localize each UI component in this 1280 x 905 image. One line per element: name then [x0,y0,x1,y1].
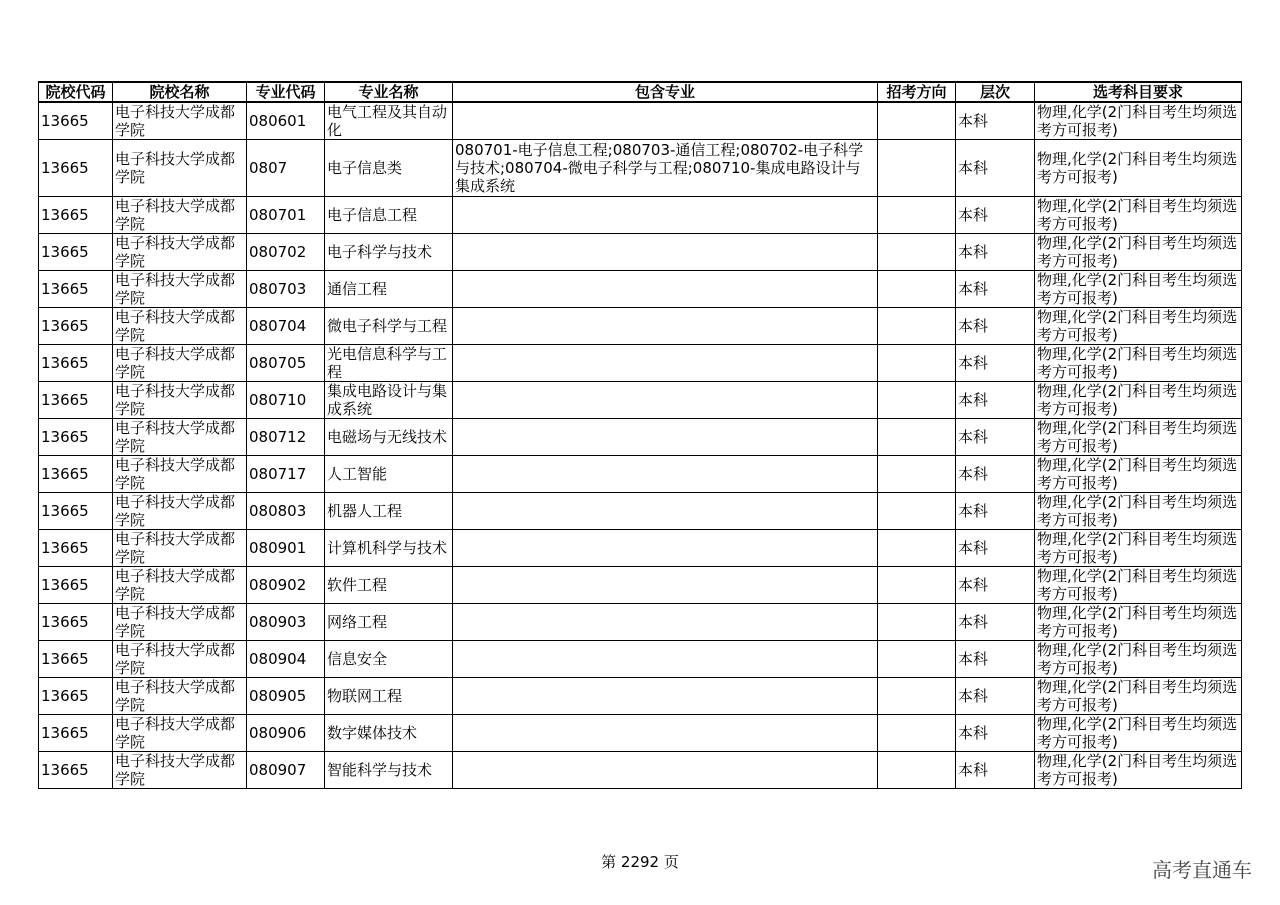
cell-level: 本科 [956,102,1035,140]
cell-major-code: 080902 [247,567,325,604]
cell-major-name: 电子信息工程 [325,197,453,234]
cell-direction [878,678,956,715]
cell-included-majors [453,382,878,419]
cell-school-code: 13665 [39,641,113,678]
cell-school-name: 电子科技大学成都学院 [113,345,247,382]
cell-level: 本科 [956,308,1035,345]
cell-major-code: 080906 [247,715,325,752]
cell-level: 本科 [956,715,1035,752]
cell-included-majors [453,493,878,530]
cell-included-majors: 080701-电子信息工程;080703-通信工程;080702-电子科学与技术;080704-微电子科学与工程;080710-集成电路设计与集成系统 [453,140,878,197]
header-direction: 招考方向 [878,82,956,102]
cell-school-name: 电子科技大学成都学院 [113,752,247,789]
cell-included-majors [453,752,878,789]
cell-school-code: 13665 [39,308,113,345]
cell-major-name: 通信工程 [325,271,453,308]
cell-major-code: 080710 [247,382,325,419]
cell-school-code: 13665 [39,234,113,271]
cell-school-code: 13665 [39,715,113,752]
cell-direction [878,419,956,456]
cell-school-code: 13665 [39,493,113,530]
cell-major-name: 数字媒体技术 [325,715,453,752]
table-row [39,140,1242,197]
cell-included-majors [453,678,878,715]
cell-direction [878,641,956,678]
cell-included-majors [453,197,878,234]
cell-major-name: 光电信息科学与工程 [325,345,453,382]
cell-major-code: 080712 [247,419,325,456]
cell-direction [878,382,956,419]
cell-level: 本科 [956,456,1035,493]
cell-requirement: 物理,化学(2门科目考生均须选考方可报考) [1035,271,1242,308]
watermark-logo: 高考直通车 [1152,858,1252,882]
cell-requirement: 物理,化学(2门科目考生均须选考方可报考) [1035,419,1242,456]
cell-school-code: 13665 [39,419,113,456]
cell-direction [878,140,956,197]
cell-major-name: 软件工程 [325,567,453,604]
cell-direction [878,493,956,530]
cell-school-code: 13665 [39,382,113,419]
cell-level: 本科 [956,678,1035,715]
cell-requirement: 物理,化学(2门科目考生均须选考方可报考) [1035,530,1242,567]
cell-major-name: 人工智能 [325,456,453,493]
cell-included-majors [453,345,878,382]
cell-requirement: 物理,化学(2门科目考生均须选考方可报考) [1035,752,1242,789]
cell-included-majors [453,456,878,493]
cell-major-code: 080705 [247,345,325,382]
cell-level: 本科 [956,234,1035,271]
table-row [39,271,1242,308]
cell-school-name: 电子科技大学成都学院 [113,604,247,641]
cell-requirement: 物理,化学(2门科目考生均须选考方可报考) [1035,140,1242,197]
cell-major-name: 计算机科学与技术 [325,530,453,567]
cell-direction [878,345,956,382]
table-row [39,530,1242,567]
cell-major-code: 080701 [247,197,325,234]
cell-major-code: 080717 [247,456,325,493]
cell-major-name: 物联网工程 [325,678,453,715]
cell-requirement: 物理,化学(2门科目考生均须选考方可报考) [1035,641,1242,678]
cell-school-name: 电子科技大学成都学院 [113,419,247,456]
cell-school-code: 13665 [39,567,113,604]
cell-level: 本科 [956,345,1035,382]
header-major-code: 专业代码 [247,82,325,102]
cell-level: 本科 [956,271,1035,308]
cell-school-name: 电子科技大学成都学院 [113,641,247,678]
cell-major-code: 080905 [247,678,325,715]
cell-school-code: 13665 [39,456,113,493]
page-number: 第 2292 页 [601,853,679,871]
cell-school-code: 13665 [39,752,113,789]
cell-included-majors [453,567,878,604]
cell-requirement: 物理,化学(2门科目考生均须选考方可报考) [1035,493,1242,530]
cell-school-name: 电子科技大学成都学院 [113,493,247,530]
cell-major-name: 微电子科学与工程 [325,308,453,345]
cell-included-majors [453,530,878,567]
cell-level: 本科 [956,493,1035,530]
cell-included-majors [453,604,878,641]
cell-requirement: 物理,化学(2门科目考生均须选考方可报考) [1035,678,1242,715]
cell-requirement: 物理,化学(2门科目考生均须选考方可报考) [1035,345,1242,382]
cell-school-name: 电子科技大学成都学院 [113,234,247,271]
cell-level: 本科 [956,752,1035,789]
table-row [39,604,1242,641]
cell-direction [878,604,956,641]
table-row [39,419,1242,456]
cell-major-code: 080901 [247,530,325,567]
cell-level: 本科 [956,419,1035,456]
cell-requirement: 物理,化学(2门科目考生均须选考方可报考) [1035,567,1242,604]
table-row [39,456,1242,493]
cell-direction [878,567,956,604]
cell-direction [878,456,956,493]
cell-major-name: 电子科学与技术 [325,234,453,271]
header-included-majors: 包含专业 [453,82,878,102]
cell-included-majors [453,102,878,140]
cell-requirement: 物理,化学(2门科目考生均须选考方可报考) [1035,308,1242,345]
cell-school-name: 电子科技大学成都学院 [113,678,247,715]
cell-direction [878,102,956,140]
cell-school-name: 电子科技大学成都学院 [113,456,247,493]
cell-school-name: 电子科技大学成都学院 [113,382,247,419]
cell-school-name: 电子科技大学成都学院 [113,102,247,140]
cell-major-code: 080907 [247,752,325,789]
cell-requirement: 物理,化学(2门科目考生均须选考方可报考) [1035,456,1242,493]
cell-school-code: 13665 [39,604,113,641]
header-school-code: 院校代码 [39,82,113,102]
cell-school-name: 电子科技大学成都学院 [113,140,247,197]
table-header-row [39,82,1242,102]
cell-direction [878,530,956,567]
cell-requirement: 物理,化学(2门科目考生均须选考方可报考) [1035,715,1242,752]
cell-school-code: 13665 [39,197,113,234]
cell-requirement: 物理,化学(2门科目考生均须选考方可报考) [1035,604,1242,641]
cell-level: 本科 [956,197,1035,234]
cell-major-name: 网络工程 [325,604,453,641]
cell-major-code: 080904 [247,641,325,678]
cell-level: 本科 [956,567,1035,604]
cell-requirement: 物理,化学(2门科目考生均须选考方可报考) [1035,102,1242,140]
cell-included-majors [453,641,878,678]
cell-major-code: 080704 [247,308,325,345]
cell-major-code: 080903 [247,604,325,641]
cell-level: 本科 [956,530,1035,567]
table-row [39,308,1242,345]
table-row [39,752,1242,789]
cell-direction [878,197,956,234]
cell-major-name: 电磁场与无线技术 [325,419,453,456]
table-body [39,102,1242,789]
cell-requirement: 物理,化学(2门科目考生均须选考方可报考) [1035,234,1242,271]
cell-major-code: 080803 [247,493,325,530]
cell-major-name: 集成电路设计与集成系统 [325,382,453,419]
table-row [39,715,1242,752]
admission-table [38,81,1242,789]
table-row [39,641,1242,678]
cell-school-code: 13665 [39,102,113,140]
cell-school-code: 13665 [39,140,113,197]
cell-school-name: 电子科技大学成都学院 [113,271,247,308]
cell-major-name: 电子信息类 [325,140,453,197]
table-row [39,234,1242,271]
cell-major-name: 信息安全 [325,641,453,678]
cell-level: 本科 [956,140,1035,197]
header-school-name: 院校名称 [113,82,247,102]
table-row [39,567,1242,604]
cell-school-code: 13665 [39,530,113,567]
cell-included-majors [453,715,878,752]
cell-included-majors [453,234,878,271]
cell-direction [878,308,956,345]
cell-requirement: 物理,化学(2门科目考生均须选考方可报考) [1035,382,1242,419]
header-requirement: 选考科目要求 [1035,82,1242,102]
table-row [39,102,1242,140]
cell-major-code: 080601 [247,102,325,140]
cell-included-majors [453,271,878,308]
cell-school-name: 电子科技大学成都学院 [113,715,247,752]
cell-school-code: 13665 [39,678,113,715]
cell-requirement: 物理,化学(2门科目考生均须选考方可报考) [1035,197,1242,234]
table-row [39,345,1242,382]
cell-major-code: 080703 [247,271,325,308]
cell-included-majors [453,419,878,456]
cell-major-code: 080702 [247,234,325,271]
cell-school-code: 13665 [39,345,113,382]
cell-major-name: 智能科学与技术 [325,752,453,789]
header-major-name: 专业名称 [325,82,453,102]
cell-included-majors [453,308,878,345]
cell-school-name: 电子科技大学成都学院 [113,308,247,345]
cell-major-code: 0807 [247,140,325,197]
cell-level: 本科 [956,604,1035,641]
cell-level: 本科 [956,382,1035,419]
table-row [39,678,1242,715]
cell-level: 本科 [956,641,1035,678]
cell-direction [878,715,956,752]
cell-school-name: 电子科技大学成都学院 [113,567,247,604]
cell-school-name: 电子科技大学成都学院 [113,197,247,234]
table-row [39,197,1242,234]
table-row [39,493,1242,530]
table-row [39,382,1242,419]
cell-direction [878,752,956,789]
cell-major-name: 电气工程及其自动化 [325,102,453,140]
cell-direction [878,271,956,308]
cell-school-name: 电子科技大学成都学院 [113,530,247,567]
cell-direction [878,234,956,271]
cell-school-code: 13665 [39,271,113,308]
cell-major-name: 机器人工程 [325,493,453,530]
header-level: 层次 [956,82,1035,102]
